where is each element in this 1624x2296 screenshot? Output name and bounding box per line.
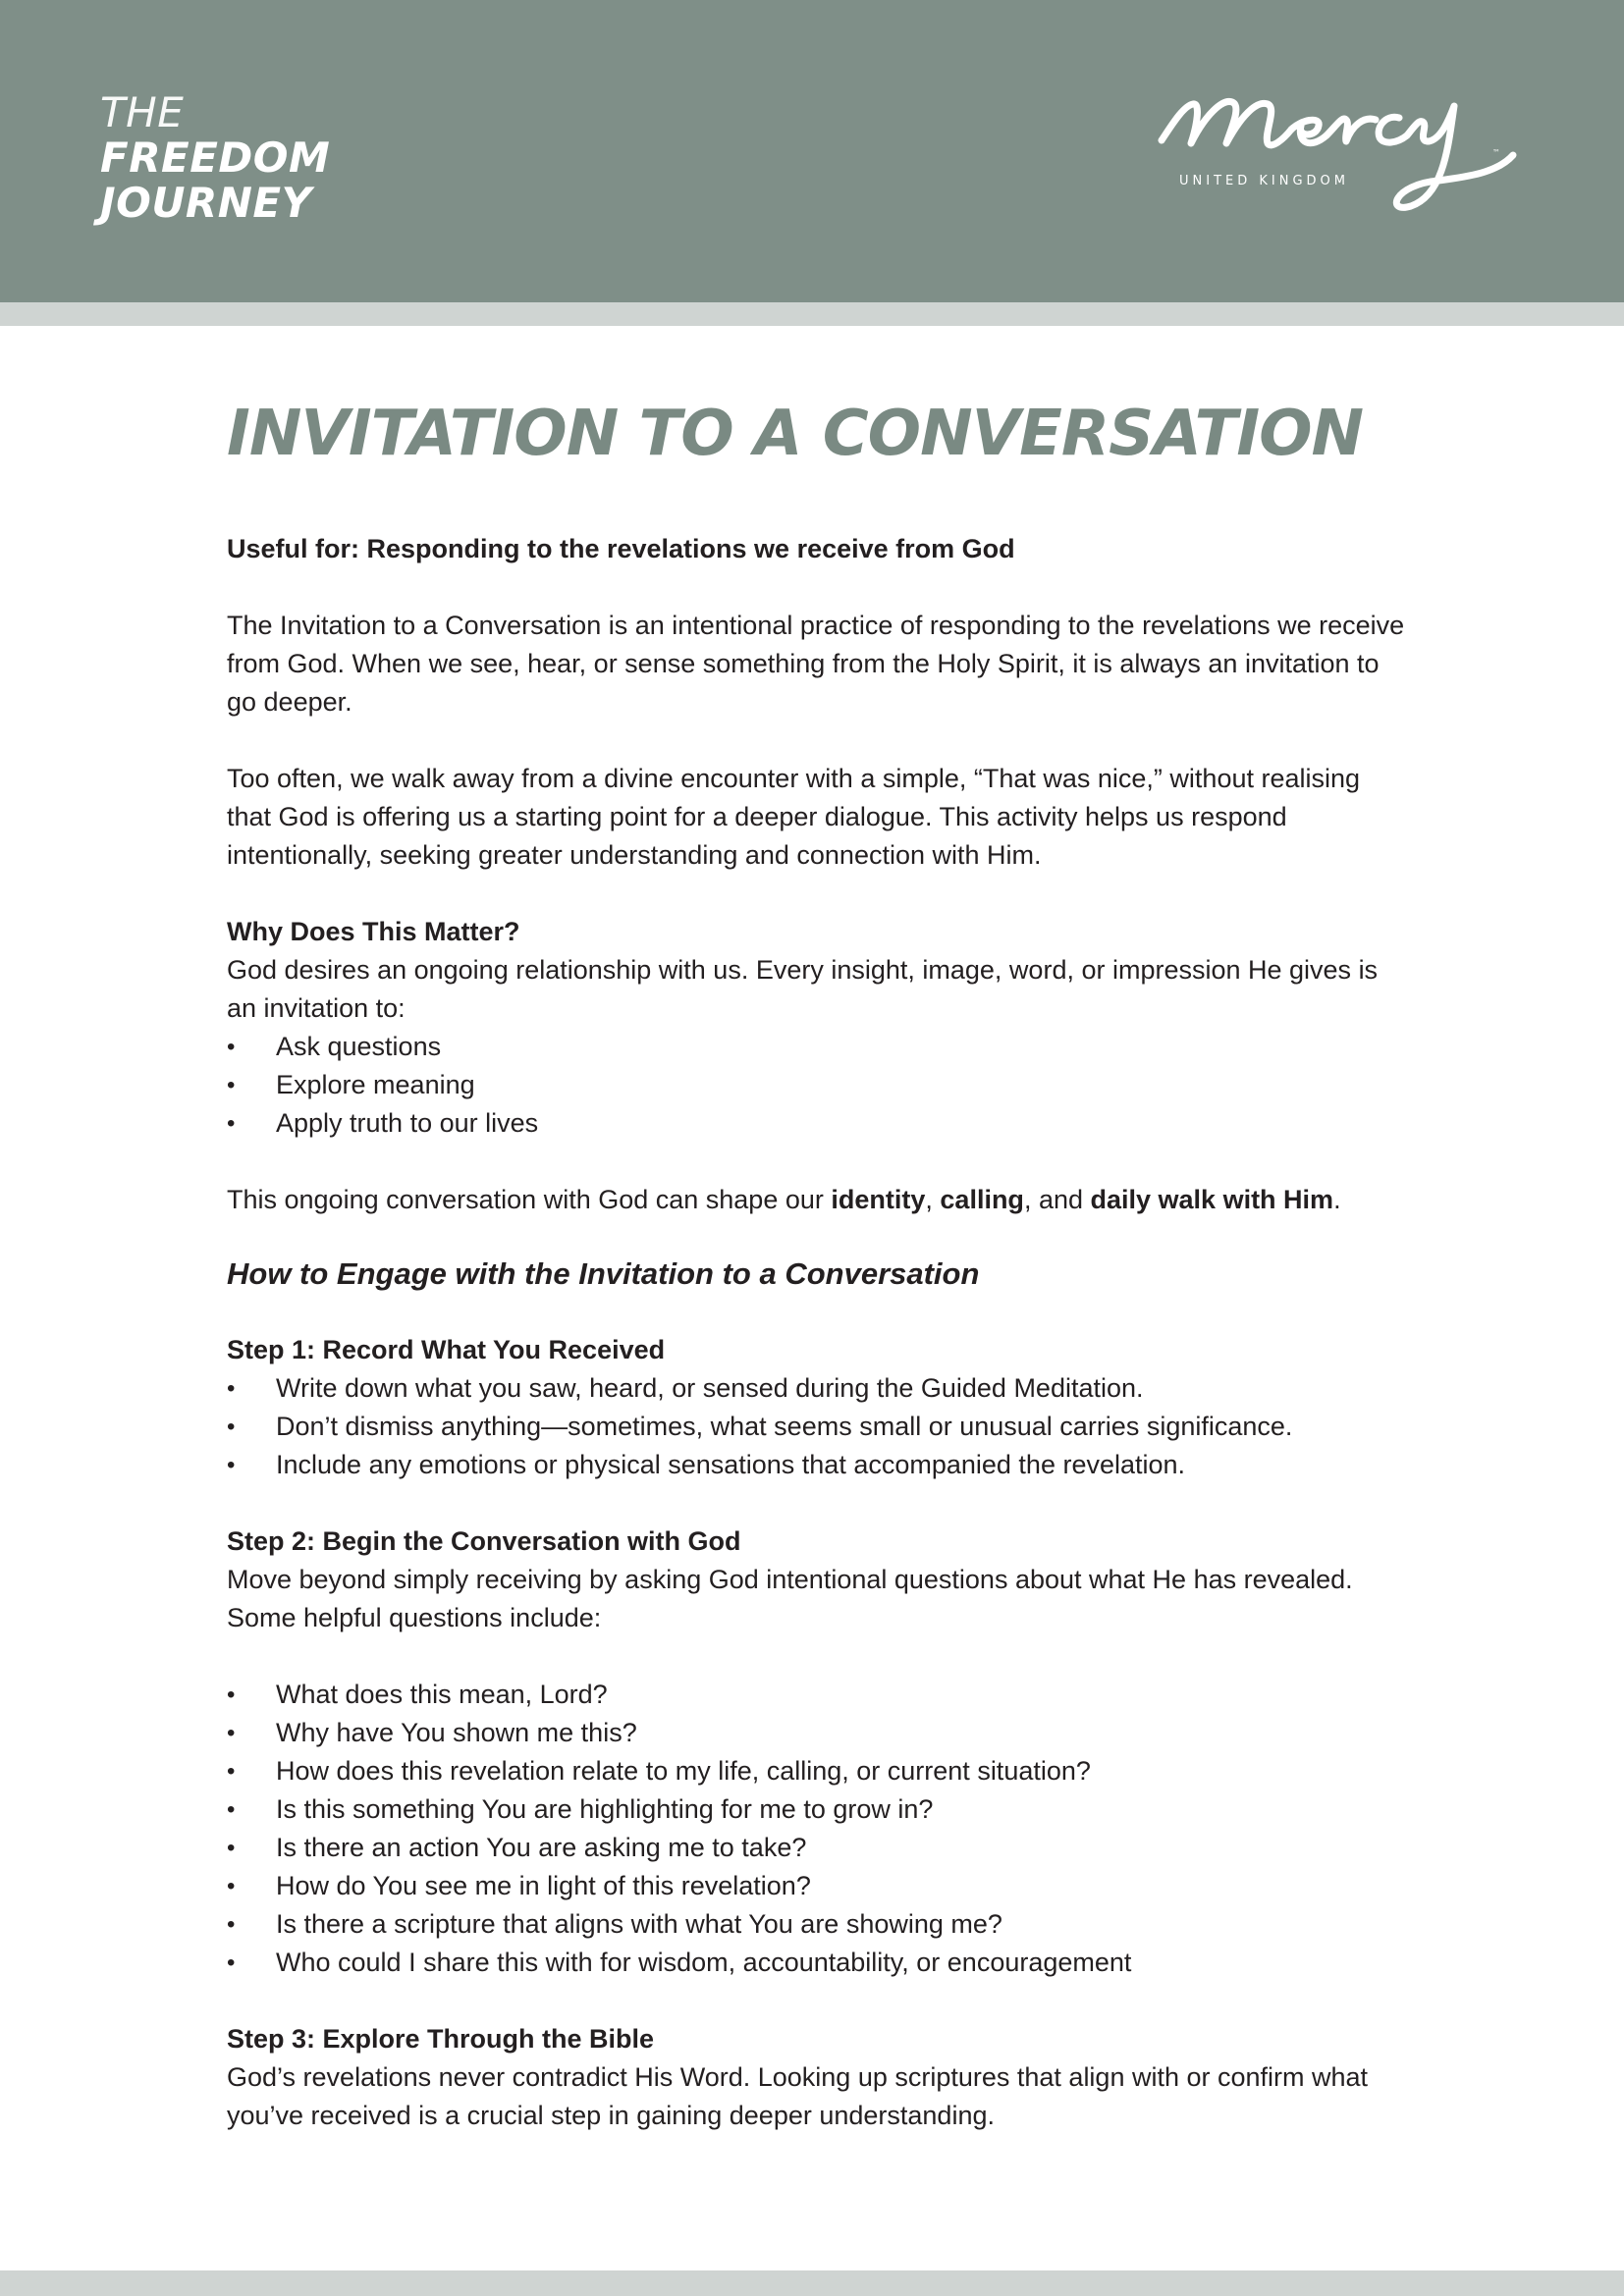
step-1-list	[227, 1369, 1405, 1484]
step-2-text: Move beyond simply receiving by asking God intentional questions about what He has revealed. Some helpful questions include:	[227, 1565, 1353, 1632]
list-item: • Include any emotions or physical sensations that accompanied the revelation.	[227, 1446, 1405, 1484]
page-title: INVITATION TO A CONVERSATION	[227, 398, 1364, 470]
mercy-subtitle: UNITED KINGDOM	[1179, 174, 1349, 188]
how-to-engage-heading: How to Engage with the Invitation to a Conversation	[227, 1256, 980, 1291]
list-item: • Apply truth to our lives	[227, 1104, 1405, 1143]
document-body	[227, 393, 1405, 2135]
shape-sep-2: , and	[1023, 1185, 1091, 1214]
list-item: • Ask questions	[227, 1028, 1405, 1066]
brand-line-journey: JOURNEY	[100, 179, 312, 227]
brand-line-freedom: FREEDOM	[100, 133, 331, 182]
step-1-heading: Step 1: Record What You Received	[227, 1335, 666, 1364]
why-list	[227, 1028, 1405, 1143]
why-heading: Why Does This Matter?	[227, 917, 520, 946]
freedom-journey-logo	[100, 90, 330, 226]
mercy-script-m	[1162, 101, 1291, 144]
list-item: • How do You see me in light of this revelation?	[227, 1867, 1405, 1905]
shape-identity: identity	[831, 1185, 926, 1214]
shape-calling: calling	[940, 1185, 1024, 1214]
mercy-logo-graphic	[1154, 86, 1537, 234]
shape-sep-1: ,	[925, 1185, 941, 1214]
mercy-script-c	[1379, 117, 1407, 142]
shape-sentence	[227, 1181, 1405, 1219]
list-item: • Why have You shown me this?	[227, 1714, 1405, 1752]
list-item: • How does this revelation relate to my life, calling, or current situation?	[227, 1752, 1405, 1790]
list-item: • Don’t dismiss anything—sometimes, what seems small or unusual carries significance.	[227, 1408, 1405, 1446]
list-item: • Who could I share this with for wisdom, accountability, or encouragement	[227, 1944, 1405, 1982]
mercy-script-r	[1326, 119, 1376, 141]
step-3-heading: Step 3: Explore Through the Bible	[227, 2024, 655, 2054]
mercy-script-e	[1291, 120, 1326, 143]
useful-for-line: Useful for: Responding to the revelations we receive from God	[227, 534, 1015, 563]
mercy-logo	[1154, 86, 1537, 234]
footer-stripe	[0, 2270, 1624, 2296]
list-item: • Is there a scripture that aligns with what You are showing me?	[227, 1905, 1405, 1944]
step-2-heading: Step 2: Begin the Conversation with God	[227, 1526, 741, 1556]
brand-line-the: THE	[100, 88, 185, 136]
list-item: • Write down what you saw, heard, or sensed during the Guided Meditation.	[227, 1369, 1405, 1408]
list-item: • What does this mean, Lord?	[227, 1676, 1405, 1714]
step-2-list	[227, 1676, 1405, 1982]
mercy-tm: ™	[1492, 148, 1500, 157]
shape-end: .	[1333, 1185, 1341, 1214]
shape-daily-walk: daily walk with Him	[1090, 1185, 1334, 1214]
list-item: • Explore meaning	[227, 1066, 1405, 1104]
intro-paragraph-1: The Invitation to a Conversation is an intentional practice of responding to the revelations we receive from God. When we see, hear, or sense something from the Holy Spirit, it is always an invitation to go deeper.	[227, 611, 1405, 717]
header-stripe	[0, 302, 1624, 326]
list-item: • Is this something You are highlighting for me to grow in?	[227, 1790, 1405, 1829]
list-item: • Is there an action You are asking me to take?	[227, 1829, 1405, 1867]
intro-paragraph-2: Too often, we walk away from a divine encounter with a simple, “That was nice,” without realising that God is offering us a starting point for a deeper dialogue. This activity helps us respond intentionally, seeking greater understanding and connection with Him.	[227, 764, 1361, 870]
shape-prefix: This ongoing conversation with God can shape our	[227, 1185, 832, 1214]
step-3-text: God’s revelations never contradict His Word. Looking up scriptures that align with or confirm what you’ve received is a crucial step in gaining deeper understanding.	[227, 2062, 1369, 2130]
why-text: God desires an ongoing relationship with us. Every insight, image, word, or impression He gives is an invitation to:	[227, 955, 1379, 1023]
